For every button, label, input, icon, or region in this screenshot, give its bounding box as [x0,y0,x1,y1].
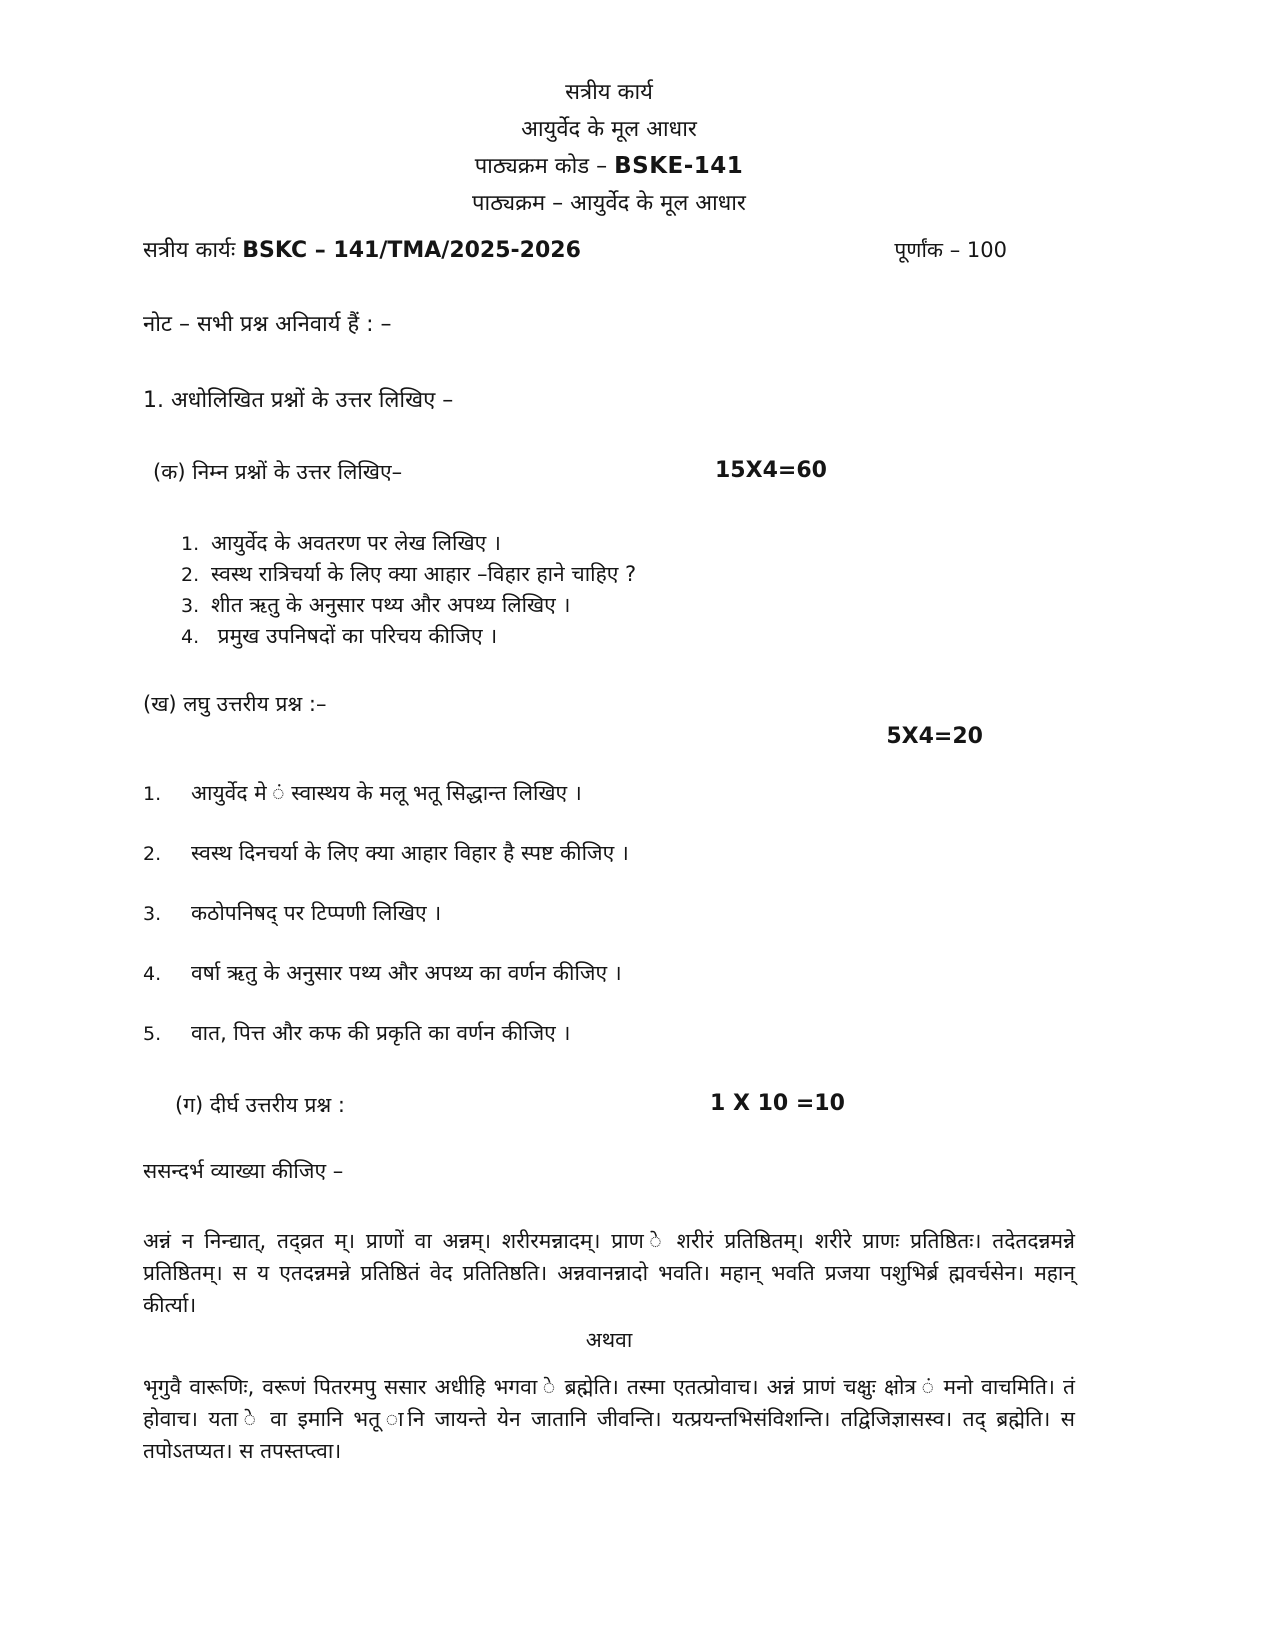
question-item [143,838,1075,869]
course-code-label: पाठ्यक्रम कोड – [474,154,615,179]
item-number: 2. [143,843,162,865]
item-number: 2. [181,564,200,586]
section-kha-heading: (ख) लघु उत्तरीय प्रश्न :– [143,692,327,716]
course-code: BSKE-141 [614,153,744,179]
item-number: 3. [181,595,200,617]
item-text: कठोपनिषद् पर टिप्पणी लिखिए । [191,901,442,925]
section-ka-marks: 15X4=60 [715,458,827,483]
note-line: नोट – सभी प्रश्न अनिवार्य हैं : – [143,312,392,337]
item-text: आयुर्वेद के अवतरण पर लेख लिखिए । [211,531,501,555]
question-item [143,621,1075,652]
section-ga-heading: (ग) दीर्घ उत्तरीय प्रश्न : [175,1093,346,1117]
explain-with-reference-intro: ससन्दर्भ व्याख्या कीजिए – [143,1159,344,1183]
item-text: प्रमुख उपनिषदों का परिचय कीजिए । [211,624,498,648]
item-text: वर्षा ऋतु के अनुसार पथ्य और अपथ्य का वर्णन कीजिए । [191,961,622,985]
item-number: 4. [181,626,200,648]
sanskrit-passage-1: अन्नं न निन्द्यात्, तद्व्रत म्। प्राणों वा अन्नम्। शरीरमन्नादम्। प्राण े शरीरं प्रतिष्ठितम्। शरीरे प्राणः प्रतिष्ठितः। तदेतदन्नमन्ने प्रतिष्ठितम्। स य एतदन्नमन्ने प्रतिष्ठितं वेद प्रतितिष्ठति। अन्नवानन्नादो भवति। महान् भवति प्रजया पशुभिर्ब्र ह्मवर्चसेन। महान् कीर्त्या। [143,1229,1075,1317]
question-item [143,778,1075,809]
session-label: सत्रीय कार्यः [143,238,243,263]
section-ga-marks: 1 X 10 =10 [710,1091,845,1116]
question-item [143,559,1075,590]
section-ka-heading: (क) निम्न प्रश्नों के उत्तर लिखिए– [153,460,403,484]
meta-row [143,234,1075,264]
question-item [143,528,1075,559]
item-number: 1. [181,533,200,555]
total-marks: पूर्णांक – 100 [894,238,1007,262]
item-text: शीत ऋतु के अनुसार पथ्य और अपथ्य लिखिए । [211,593,571,617]
question-item [143,1018,1075,1049]
section-ga-heading-row [143,1091,1075,1119]
question-1-heading: 1. अधोलिखित प्रश्नों के उत्तर लिखिए – [143,388,454,413]
or-separator: अथवा [585,1328,633,1352]
item-text: वात, पित्त और कफ की प्रकृति का वर्णन कीजिए । [191,1021,571,1045]
course-name-line: पाठ्यक्रम – आयुर्वेद के मूल आधार [472,191,746,216]
question-item [143,958,1075,989]
item-number: 1. [143,783,162,805]
doc-title: सत्रीय कार्य [565,80,653,105]
session-code: BSKC – 141/TMA/2025-2026 [242,238,581,263]
question-item [143,898,1075,929]
session-line [143,234,581,264]
course-title: आयुर्वेद के मूल आधार [521,117,697,142]
item-number: 3. [143,903,162,925]
sanskrit-passage-2: भृगुवै वारूणिः, वरूणं पितरमपु ससार अधीहि भगवा े ब्रह्मेति। तस्मा एतत्प्रोवाच। अन्नं प्राणं चक्षुः क्षोत्र ं मनो वाचमिति। तं होवाच। यता े वा इमानि भतू ानि जायन्ते येन जातानि जीवन्ति। यत्प्रयन्तभिसंविशन्ति। तद्विजिज्ञासस्व। तद् ब्रह्मेति। स तपोऽतप्यत। स तपस्तप्त्वा। [143,1375,1075,1463]
item-number: 5. [143,1023,162,1045]
section-kha-marks: 5X4=20 [886,724,983,749]
question-item [143,590,1075,621]
item-number: 4. [143,963,162,985]
item-text: स्वस्थ रात्रिचर्या के लिए क्या आहार –विहार हाने चाहिए ? [211,562,637,586]
item-text: आयुर्वेद मे ं स्वास्थय के मलू भतू सिद्धान्त लिखिए । [191,781,582,805]
section-ka-question-list [143,528,1075,652]
section-ka-heading-row [143,458,1075,486]
section-kha-question-list [143,778,1075,1049]
course-code-line [143,148,1075,185]
item-text: स्वस्थ दिनचर्या के लिए क्या आहार विहार है स्पष्ट कीजिए । [191,841,629,865]
